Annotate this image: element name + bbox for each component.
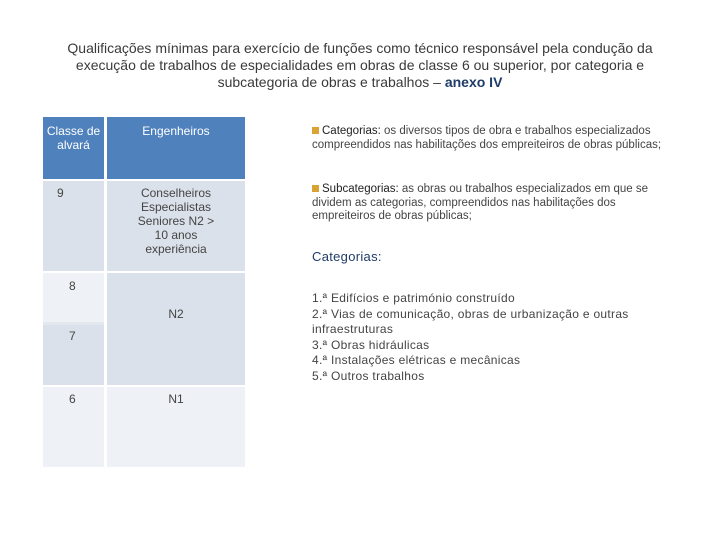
- row9-class-label: 9: [57, 186, 64, 200]
- header-class-cell: [43, 117, 104, 179]
- title-line-1: Qualificações mínimas para exercício de funções como técnico responsável pela condução da: [67, 40, 653, 56]
- square-bullet-icon: [312, 185, 319, 192]
- row8-class-label: 8: [69, 279, 76, 293]
- row7-class-label: 7: [69, 329, 76, 343]
- category-item: 4.ª Instalações elétricas e mecânicas: [312, 353, 521, 368]
- subcategorias-text: as obras ou trabalhos especializados em que se dividem as categorias, compreendidos nas habilitações dos empreiteiros de obras públicas;: [312, 183, 649, 222]
- categorias-definition: [312, 125, 682, 152]
- categorias-term: Categorias:: [322, 125, 381, 137]
- categories-heading: Categorias:: [312, 249, 382, 264]
- title-line-3-text: subcategoria de obras e trabalhos –: [217, 74, 445, 90]
- row6-engineers-cell: [107, 387, 245, 467]
- subcategorias-definition: [312, 183, 682, 224]
- category-item: 5.ª Outros trabalhos: [312, 368, 425, 383]
- header-engineers-cell: [107, 117, 245, 179]
- row87-engineers-label: N2: [168, 307, 184, 321]
- header-engineers-label: Engenheiros: [142, 124, 210, 138]
- row9-engineers-label: Conselheiros Especialistas Seniores N2 > 10 anos experiência: [137, 186, 215, 256]
- categories-list: [312, 291, 642, 385]
- title-line-2: execução de trabalhos de especialidades em obras de classe 6 ou superior, por categoria e: [75, 57, 645, 73]
- header-class-label: Classe de alvará: [46, 124, 101, 152]
- row8-class-cell: [43, 273, 104, 322]
- row9-class-cell: [43, 181, 104, 271]
- subcategorias-term: Subcategorias:: [322, 183, 399, 195]
- row87-engineers-cell: [107, 273, 245, 385]
- row6-class-cell: [43, 387, 104, 467]
- category-item: 3.ª Obras hidráulicas: [312, 337, 430, 352]
- title-anexo: anexo IV: [444, 74, 503, 90]
- categorias-text: os diversos tipos de obra e trabalhos especializados compreendidos nas habilitações dos empreiteiros de obras públicas;: [312, 125, 662, 151]
- row7-class-cell: [43, 325, 104, 385]
- page-title: [40, 40, 680, 91]
- row6-engineers-label: N1: [168, 392, 184, 406]
- square-bullet-icon: [312, 127, 319, 134]
- category-item: 1.ª Edifícios e património construído: [312, 291, 515, 305]
- title-line-3: [40, 74, 680, 91]
- row9-engineers-cell: [107, 181, 245, 271]
- category-item: 2.ª Vias de comunicação, obras de urbanização e outras infraestruturas: [312, 306, 629, 337]
- row6-class-label: 6: [69, 392, 76, 406]
